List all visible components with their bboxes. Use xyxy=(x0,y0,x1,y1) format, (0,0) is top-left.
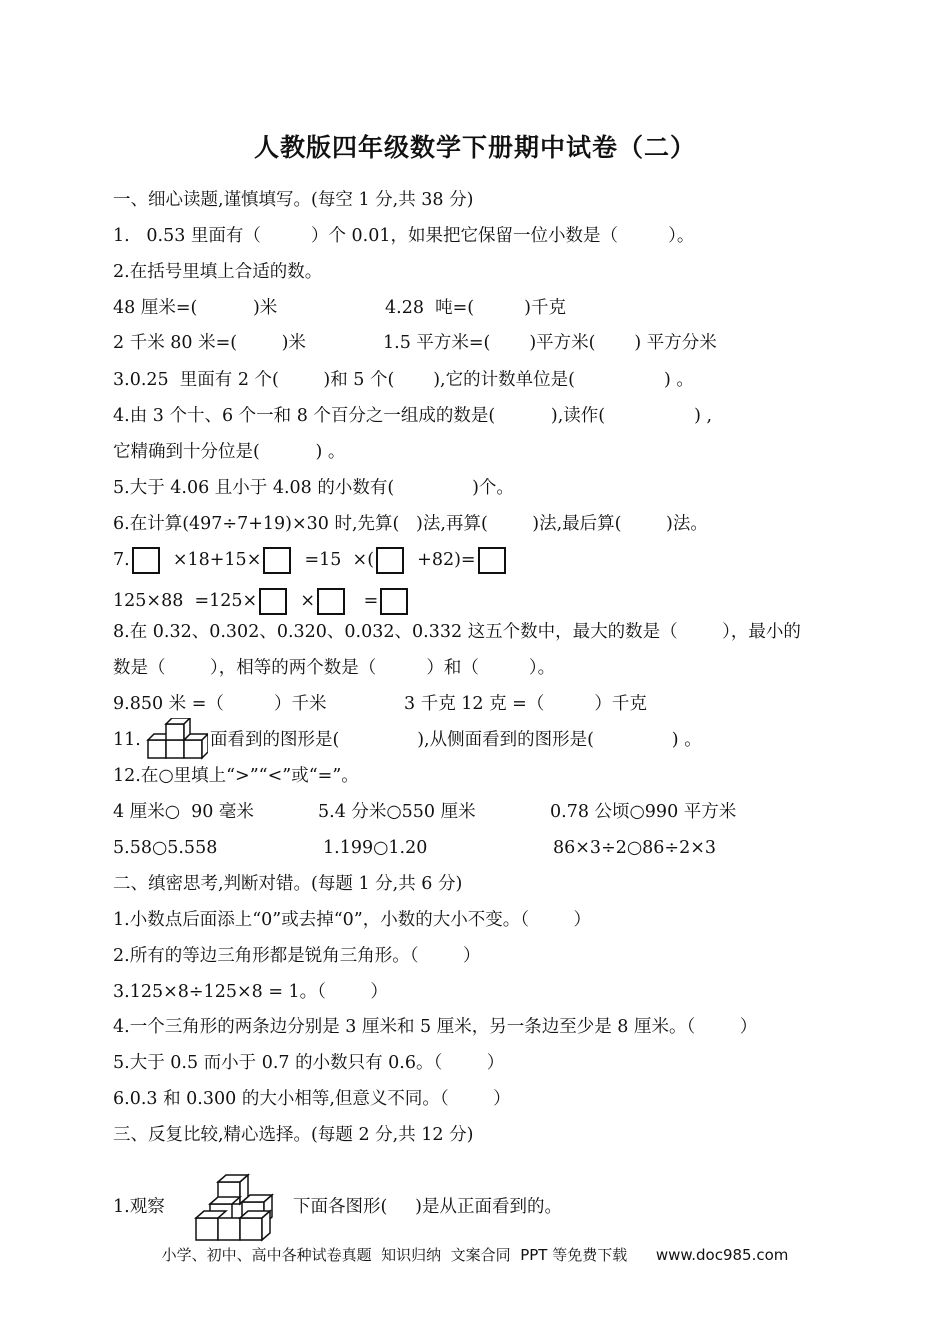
question-12: 12.在○里填上“>”“<”或“=”。 xyxy=(113,766,359,786)
answer-box[interactable] xyxy=(317,588,345,615)
question-8-line1: 8.在 0.32、0.302、0.320、0.032、0.332 这五个数中，最大的数是（ ），最小的 xyxy=(113,622,801,642)
answer-box[interactable] xyxy=(376,547,404,574)
question-1: 1. 0.53 里面有（ ）个 0.01，如果把它保留一位小数是（ ）。 xyxy=(113,226,695,246)
question-12d: 5.58○5.558 xyxy=(113,838,218,858)
page-footer: 小学、初中、高中各种试卷真题 知识归纳 文案合同 PPT 等免费下载 www.doc985.com xyxy=(161,1246,789,1264)
answer-box[interactable] xyxy=(263,547,291,574)
answer-box[interactable] xyxy=(132,547,160,574)
question-2a: 48 厘米=( )米 xyxy=(113,298,278,318)
judge-item-5: 5.大于 0.5 而小于 0.7 的小数只有 0.6。（ ） xyxy=(113,1053,505,1073)
question-11-text: 面看到的图形是( ),从侧面看到的图形是( ) 。 xyxy=(210,730,702,750)
judge-item-1: 1.小数点后面添上“0”或去掉“0”，小数的大小不变。（ ） xyxy=(113,910,592,930)
question-2d: 1.5 平方米=( )平方米( ) 平方分米 xyxy=(383,333,717,353)
q7-text-2: =15 ×( xyxy=(293,550,375,570)
question-2: 2.在括号里填上合适的数。 xyxy=(113,262,323,282)
question-8-line2: 数是（ ），相等的两个数是（ ）和（ ）。 xyxy=(113,658,556,678)
judge-item-2: 2.所有的等边三角形都是锐角三角形。（ ） xyxy=(113,946,481,966)
question-7-line1 xyxy=(113,547,508,574)
question-2c: 2 千米 80 米=( )米 xyxy=(113,333,306,353)
question-12a: 4 厘米○ 90 毫米 xyxy=(113,802,254,822)
question-6: 6.在计算(497÷7+19)×30 时,先算( )法,再算( )法,最后算( )法。 xyxy=(113,514,708,534)
question-12b: 5.4 分米○550 厘米 xyxy=(318,802,476,822)
section2-heading: 二、缜密思考,判断对错。(每题 1 分,共 6 分) xyxy=(113,874,463,894)
section1-heading: 一、细心读题,谨慎填写。(每空 1 分,共 38 分) xyxy=(113,190,474,210)
section3-heading: 三、反复比较,精心选择。(每题 2 分,共 12 分) xyxy=(113,1125,474,1145)
question-5: 5.大于 4.06 且小于 4.08 的小数有( )个。 xyxy=(113,478,514,498)
question-12c: 0.78 公顷○990 平方米 xyxy=(550,802,737,822)
question-9a: 9.850 米 =（ ）千米 xyxy=(113,694,327,714)
judge-item-6: 6.0.3 和 0.300 的大小相等,但意义不同。（ ） xyxy=(113,1089,511,1109)
question-12f: 86×3÷2○86÷2×3 xyxy=(553,838,716,858)
judge-item-3: 3.125×8÷125×8 = 1。（ ） xyxy=(113,982,388,1002)
question-3: 3.0.25 里面有 2 个( )和 5 个( ),它的计数单位是( ) 。 xyxy=(113,370,694,390)
answer-box[interactable] xyxy=(478,547,506,574)
q7-label: 7. xyxy=(113,550,130,570)
q7-text-3: +82)= xyxy=(406,550,476,570)
q7b-text-3: = xyxy=(346,591,379,611)
cube-block-figure xyxy=(192,1172,288,1244)
question-4-line1: 4.由 3 个十、6 个一和 8 个百分之一组成的数是( ),读作( ) , xyxy=(113,406,713,426)
q7b-text-2: × xyxy=(289,591,315,611)
question-2b: 4.28 吨=( )千克 xyxy=(385,298,566,318)
question-11-label: 11. xyxy=(113,730,141,750)
choice-1-text: 下面各图形( )是从正面看到的。 xyxy=(293,1197,562,1217)
q7b-text-1: 125×88 =125× xyxy=(113,591,258,611)
answer-box[interactable] xyxy=(259,588,287,615)
question-7-line2 xyxy=(113,588,410,615)
answer-box[interactable] xyxy=(380,588,408,615)
question-12e: 1.199○1.20 xyxy=(323,838,428,858)
question-9b: 3 千克 12 克 =（ ）千克 xyxy=(404,694,647,714)
page-title: 人教版四年级数学下册期中试卷（二） xyxy=(253,133,696,162)
judge-item-4: 4.一个三角形的两条边分别是 3 厘米和 5 厘米，另一条边至少是 8 厘米。（ ） xyxy=(113,1017,758,1037)
question-4-line2: 它精确到十分位是( ) 。 xyxy=(113,442,346,462)
choice-1-label: 1.观察 xyxy=(113,1197,165,1217)
q7-text-1: ×18+15× xyxy=(161,550,262,570)
cube-stack-figure xyxy=(146,718,208,762)
